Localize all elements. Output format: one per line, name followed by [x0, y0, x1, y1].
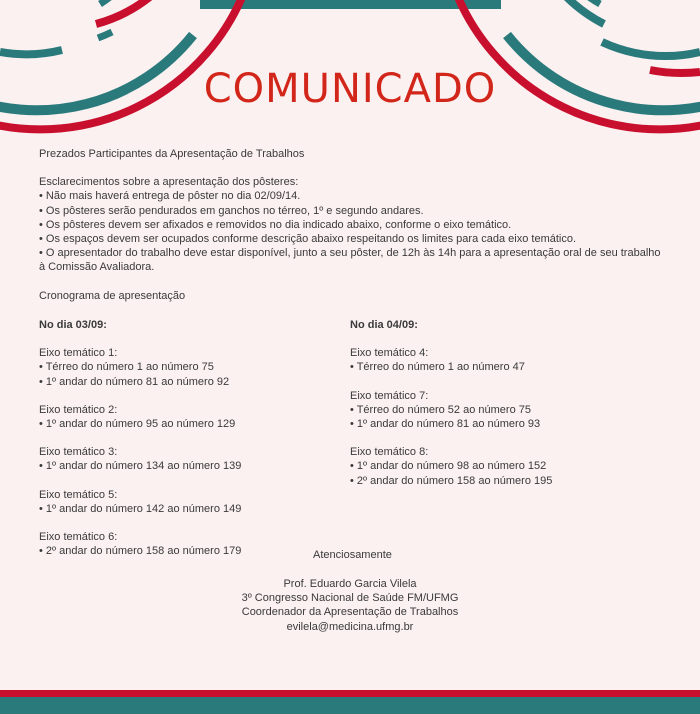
- signer-email: evilela@medicina.ufmg.br: [286, 620, 414, 633]
- group-line: • 2º andar do número 158 ao número 179: [39, 545, 242, 558]
- group-title: Eixo temático 6:: [39, 531, 118, 544]
- group-title: Eixo temático 7:: [350, 389, 429, 402]
- intro-line: Esclarecimentos sobre a apresentação dos pôsteres:: [39, 176, 299, 189]
- group-line: • 1º andar do número 142 ao número 149: [39, 502, 242, 515]
- group-line: • 2º andar do número 158 ao número 195: [350, 474, 553, 487]
- schedule-day-2: [350, 318, 670, 488]
- group-line: • 1º andar do número 98 ao número 152: [350, 460, 547, 473]
- bullet-item: • Os pôsteres devem ser afixados e removidos no dia indicado abaixo, conforme o eixo temático.: [39, 218, 512, 231]
- group-title: Eixo temático 8:: [350, 446, 429, 459]
- schedule-title: Cronograma de apresentação: [39, 289, 186, 302]
- group-title: Eixo temático 3:: [39, 446, 118, 459]
- group-line: • Térreo do número 1 ao número 75: [39, 361, 214, 374]
- farewell: Atenciosamente: [313, 549, 392, 561]
- left-arc-3: [0, 50, 62, 54]
- group-title: Eixo temático 2:: [39, 403, 118, 416]
- left-arc-5: [100, 0, 122, 4]
- group-title: Eixo temático 5:: [39, 488, 118, 501]
- bullet-item: • Não mais haverá entrega de pôster no dia 02/09/14.: [39, 190, 301, 203]
- right-arc-3: [602, 42, 700, 56]
- bullet-item: • O apresentador do trabalho deve estar disponível, junto a seu pôster, de 12h às 14h para a apresentação oral de seu trabalho: [39, 247, 661, 260]
- signature-block: [0, 577, 700, 634]
- bullet-item: à Comissão Avaliadora.: [39, 261, 155, 274]
- left-arc-6: [98, 32, 112, 38]
- notice-body: [39, 147, 679, 303]
- day-heading: No dia 03/09:: [39, 319, 107, 331]
- bottom-bar-teal: [0, 697, 700, 714]
- group-title: Eixo temático 4:: [350, 347, 429, 360]
- group-line: • 1º andar do número 81 ao número 92: [39, 375, 230, 388]
- page-title: COMUNICADO: [203, 66, 497, 112]
- group-line: • 1º andar do número 95 ao número 129: [39, 418, 236, 431]
- signer-role: Coordenador da Apresentação de Trabalhos: [241, 606, 459, 619]
- group-title: Eixo temático 1:: [39, 347, 118, 360]
- bullet-item: • Os pôsteres serão pendurados em ganchos no térreo, 1º e segundo andares.: [39, 204, 424, 217]
- group-line: • Térreo do número 52 ao número 75: [350, 403, 531, 416]
- group-line: • 1º andar do número 81 ao número 93: [350, 418, 541, 431]
- signer-name: Prof. Eduardo Garcia Vilela: [283, 578, 417, 590]
- event-name: 3º Congresso Nacional de Saúde FM/UFMG: [241, 592, 459, 605]
- greeting: Prezados Participantes da Apresentação de Trabalhos: [39, 148, 305, 160]
- day-heading: No dia 04/09:: [350, 319, 418, 331]
- bottom-bar-red: [0, 690, 700, 697]
- group-line: • Térreo do número 1 ao número 47: [350, 361, 525, 374]
- bullet-item: • Os espaços devem ser ocupados conforme descrição abaixo respeitando os limites para cada eixo temático.: [39, 233, 577, 246]
- right-arc-6: [578, 0, 600, 4]
- schedule-day-1: [39, 318, 339, 558]
- group-line: • 1º andar do número 134 ao número 139: [39, 460, 242, 473]
